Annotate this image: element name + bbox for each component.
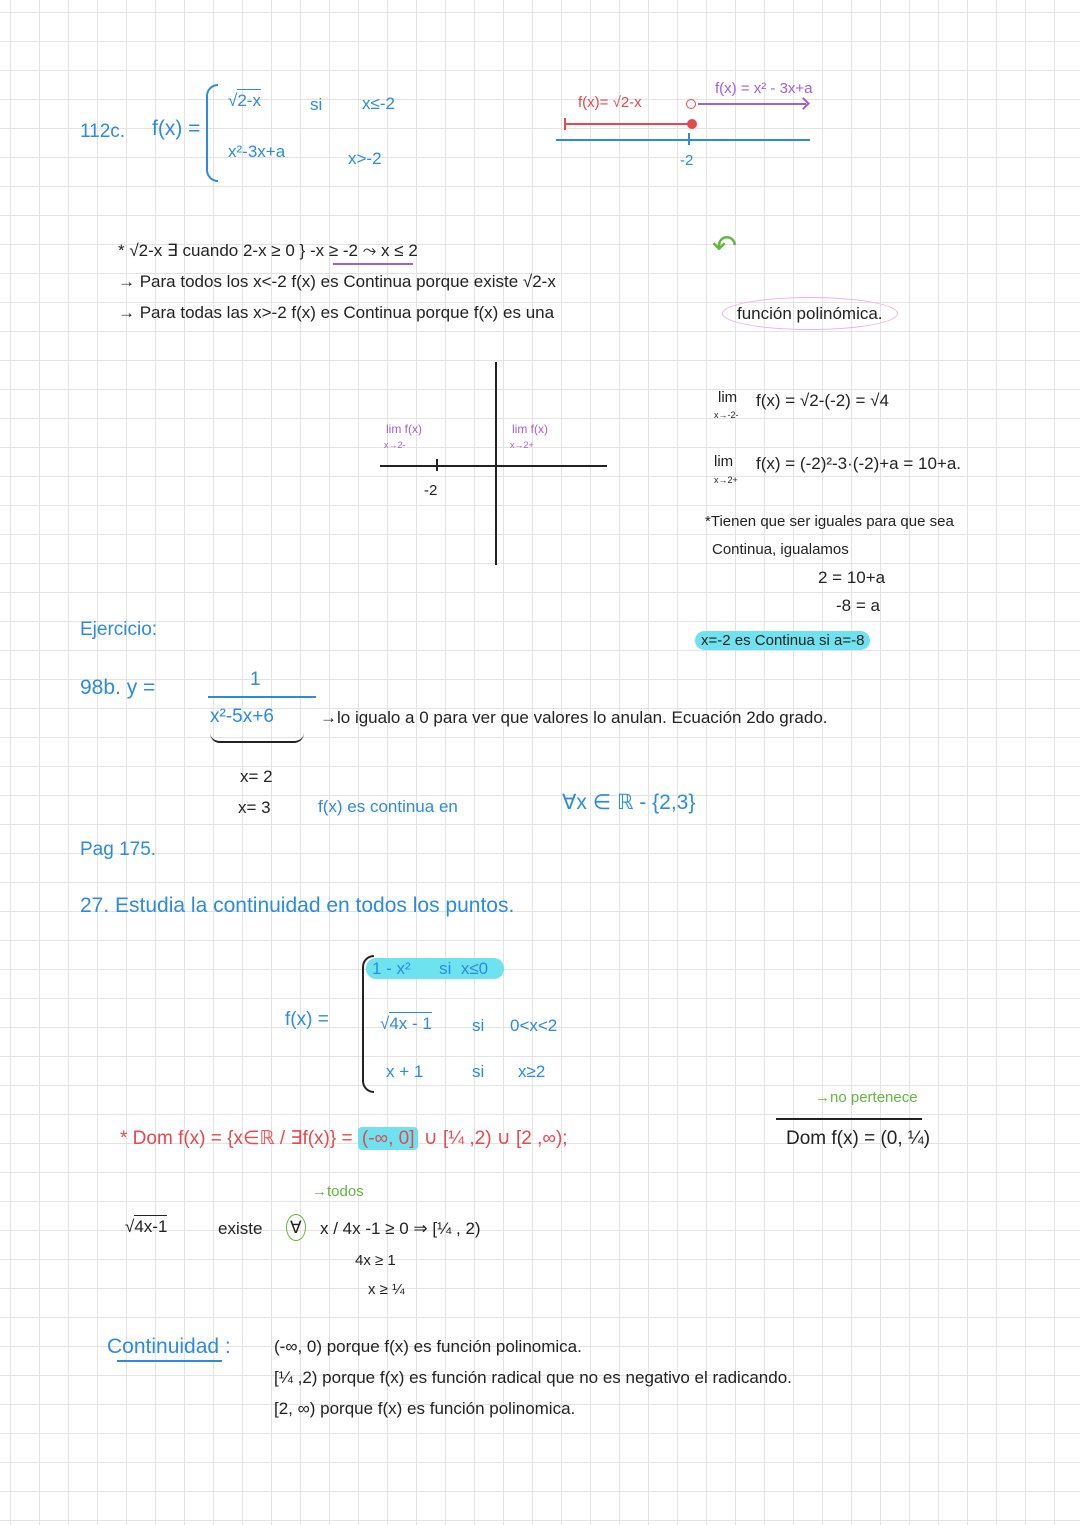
left-interval-end [564,118,566,130]
right-interval-arrow [698,103,806,105]
continuidad-label: Continuidad : [107,1335,231,1358]
exercise-27-title: 27. Estudia la continuidad en todos los puntos. [80,894,515,917]
function-label: f(x) = [152,117,201,140]
result-text: f(x) es continua en [318,797,458,816]
note-line-1: * √2-x ∃ cuando 2-x ≥ 0 } -x ≥ -2 ⤳ x ≤ 2 [118,241,418,260]
no-pertenece-note: →no pertenece [815,1089,918,1106]
right-limit-label: lim f(x) [512,422,548,436]
reason-line-2: Continua, igualamos [712,541,849,558]
continuidad-line-2: [¼ ,2) porque f(x) es función radical que no es negativo el radicando. [274,1368,792,1387]
case-2-cond: 0<x<2 [510,1016,558,1035]
todos-note: →todos [312,1183,364,1200]
note-line-3: → Para todas las x>-2 f(x) es Continua porque f(x) es una [118,303,555,322]
exercise-number: 112c. [80,121,126,142]
case-2-expr: √4x - 1 [380,1014,432,1033]
comment: →lo igualo a 0 para ver que valores lo anulan. Ecuación 2do grado. [320,708,828,727]
exercise-label: 98b. y = [80,676,156,699]
left-piece-label: f(x)= √2-x [578,94,642,111]
forall-circled: ∀ [286,1214,306,1241]
root-1: x= 2 [240,767,273,786]
left-limit-sub: x→2- [384,440,406,450]
case-3-cond: x≥2 [518,1062,546,1081]
root-2: x= 3 [238,798,271,817]
axis-tick-label: -2 [424,482,438,499]
continuidad-line-3: [2, ∞) porque f(x) es función polinomica. [274,1399,576,1418]
limit-1-expr: f(x) = √2-(-2) = √4 [756,391,889,410]
axis-tick [436,459,438,471]
domain-line: * Dom f(x) = {x∈ℝ / ∃f(x)} = (-∞, 0] ∪ [¼ ,2) ∪ [2 ,∞); [120,1128,568,1149]
limit-2-lim: lim [714,453,734,470]
sqrt-expr: √4x-1 [125,1217,168,1236]
case-1-cond: x≤-2 [362,94,395,113]
case-2-expr: x²-3x+a [228,142,286,161]
domain-highlight: (-∞, 0] [358,1127,419,1150]
case-1-si: si [310,95,323,114]
fraction-bar [208,696,316,698]
circled-text: función polinómica. [722,297,898,330]
curved-arrow-icon: ↶ [712,230,738,263]
label-underline [117,1360,222,1362]
function-label: f(x) = [285,1009,329,1030]
reason-line-1: *Tienen que ser iguales para que sea [705,513,954,530]
case-3-si: si [472,1062,485,1081]
condition: x / 4x -1 ≥ 0 ⇒ [¼ , 2) [320,1219,481,1238]
left-limit-label: lim f(x) [386,422,422,436]
result-set: ∀x ∈ ℝ - {2,3} [562,791,696,814]
limit-1-sub: x→-2- [714,410,739,420]
domain-complement: Dom f(x) = (0, ¼) [786,1128,931,1149]
section-title: Ejercicio: [80,619,158,640]
tick-label: -2 [680,152,694,169]
note-line-2: → Para todos los x<-2 f(x) es Continua porque existe √2-x [118,272,556,291]
underbrace [210,733,304,743]
continuidad-line-1: (-∞, 0) porque f(x) es función polinomica. [274,1337,582,1356]
number-line-tick [688,133,690,145]
case-3-expr: x + 1 [386,1062,424,1081]
existe-text: existe [218,1219,263,1238]
arrow-head-icon [797,97,810,110]
numerator: 1 [250,669,261,690]
conclusion-highlight: x=-2 es Continua si a=-8 [695,631,870,650]
case-2-si: si [472,1016,485,1035]
overline [776,1118,922,1120]
page-reference: Pag 175. [80,839,157,860]
open-point [686,99,696,109]
step-2: x ≥ ¼ [368,1281,405,1298]
denominator: x²-5x+6 [210,706,274,727]
left-interval [565,123,692,125]
underline [333,263,413,265]
piecewise-brace [206,84,218,182]
right-limit-sub: x→2+ [510,440,534,450]
x-axis [380,465,607,467]
case-1-highlight: 1 - x² si x≤0 [366,958,504,979]
equation-2: -8 = a [836,596,880,615]
equation-1: 2 = 10+a [818,568,886,587]
number-line [556,139,810,141]
limit-1-lim: lim [718,389,738,406]
right-piece-label: f(x) = x² - 3x+a [715,80,813,97]
case-2-cond: x>-2 [348,149,382,168]
case-1-expr: √2-x [228,91,261,110]
y-axis [495,362,497,565]
closed-point [687,119,697,129]
step-1: 4x ≥ 1 [355,1252,396,1269]
limit-2-expr: f(x) = (-2)²-3·(-2)+a = 10+a. [756,454,962,473]
limit-2-sub: x→2+ [714,475,738,485]
